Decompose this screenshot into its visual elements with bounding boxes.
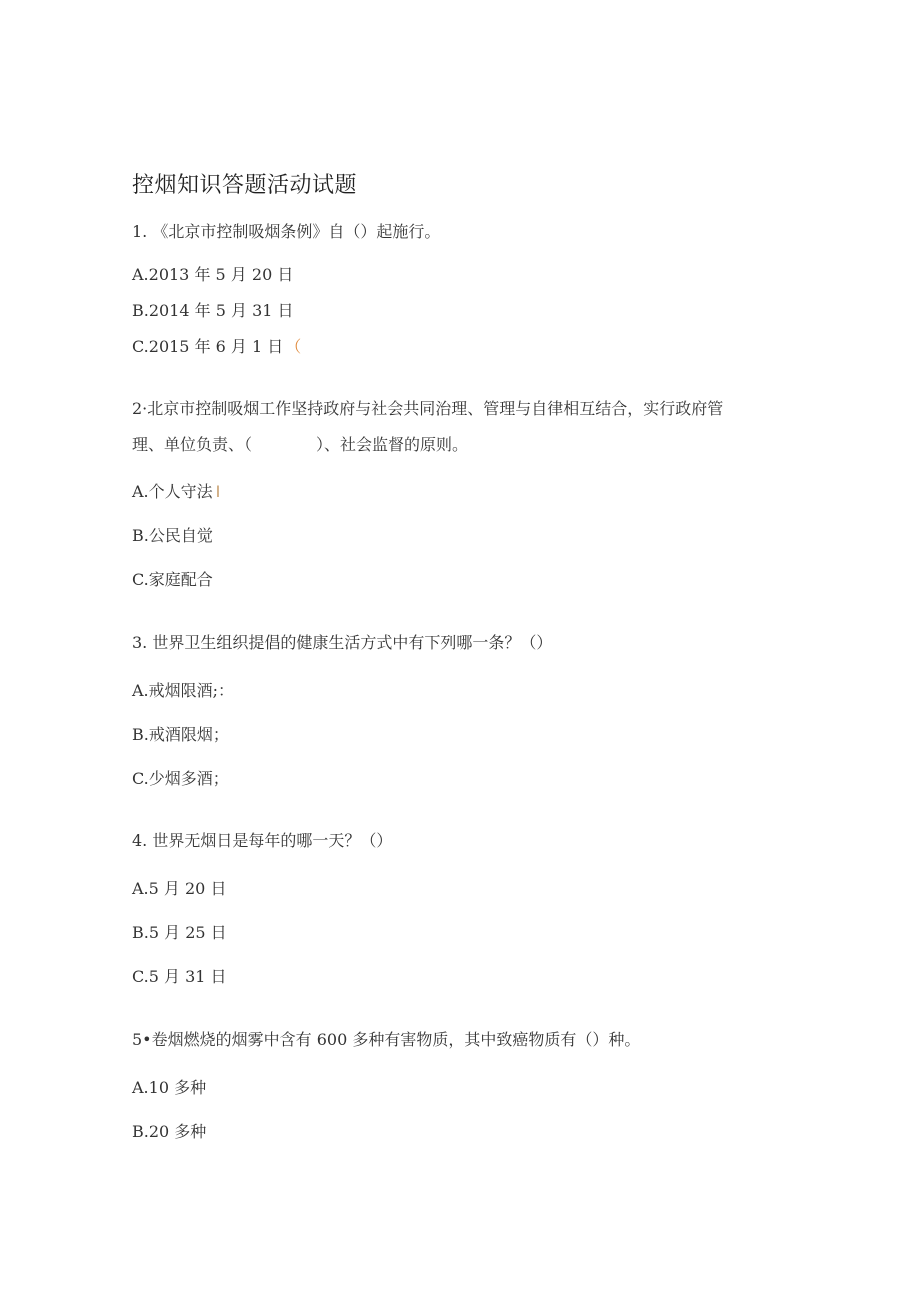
question-1-stem: 1. 《北京市控制吸烟条例》自（）起施行。	[132, 222, 441, 241]
question-4-option-b: B.5 月 25 日	[132, 923, 227, 942]
question-3-option-b: B.戒酒限烟；	[132, 725, 229, 744]
option-text: C.2015 年 6 月 1 日	[132, 337, 284, 356]
question-3-stem: 3. 世界卫生组织提倡的健康生活方式中有下列哪一条？（）	[132, 633, 553, 652]
question-5-stem: 5•卷烟燃烧的烟雾中含有 600 多种有害物质，其中致癌物质有（）种。	[132, 1030, 641, 1049]
stray-mark: （	[285, 337, 302, 356]
stray-mark: I	[215, 482, 221, 501]
question-1-option-a: A.2013 年 5 月 20 日	[132, 265, 294, 284]
question-5-option-a: A.10 多种	[132, 1078, 207, 1097]
question-4-stem: 4. 世界无烟日是每年的哪一天？（）	[132, 831, 393, 850]
question-4-option-a: A.5 月 20 日	[132, 879, 227, 898]
question-1-option-c	[132, 334, 301, 357]
question-2-option-b: B.公民自觉	[132, 526, 213, 545]
question-2-stem-line-2: 理、单位负责、（ ）、社会监督的原则。	[132, 435, 469, 454]
question-3-option-c: C.少烟多酒；	[132, 769, 229, 788]
question-3-option-a: A.戒烟限酒;：	[132, 681, 235, 700]
question-5-option-b: B.20 多种	[132, 1122, 207, 1141]
question-1-option-b: B.2014 年 5 月 31 日	[132, 301, 294, 320]
question-2-stem-line-1: 2·北京市控制吸烟工作坚持政府与社会共同治理、管理与自律相互结合，实行政府管	[132, 399, 724, 418]
question-2-option-c: C.家庭配合	[132, 570, 213, 589]
question-2-option-a	[132, 479, 220, 502]
question-4-option-c: C.5 月 31 日	[132, 967, 227, 986]
option-text: A.个人守法	[132, 482, 213, 501]
page-title: 控烟知识答题活动试题	[132, 173, 358, 198]
